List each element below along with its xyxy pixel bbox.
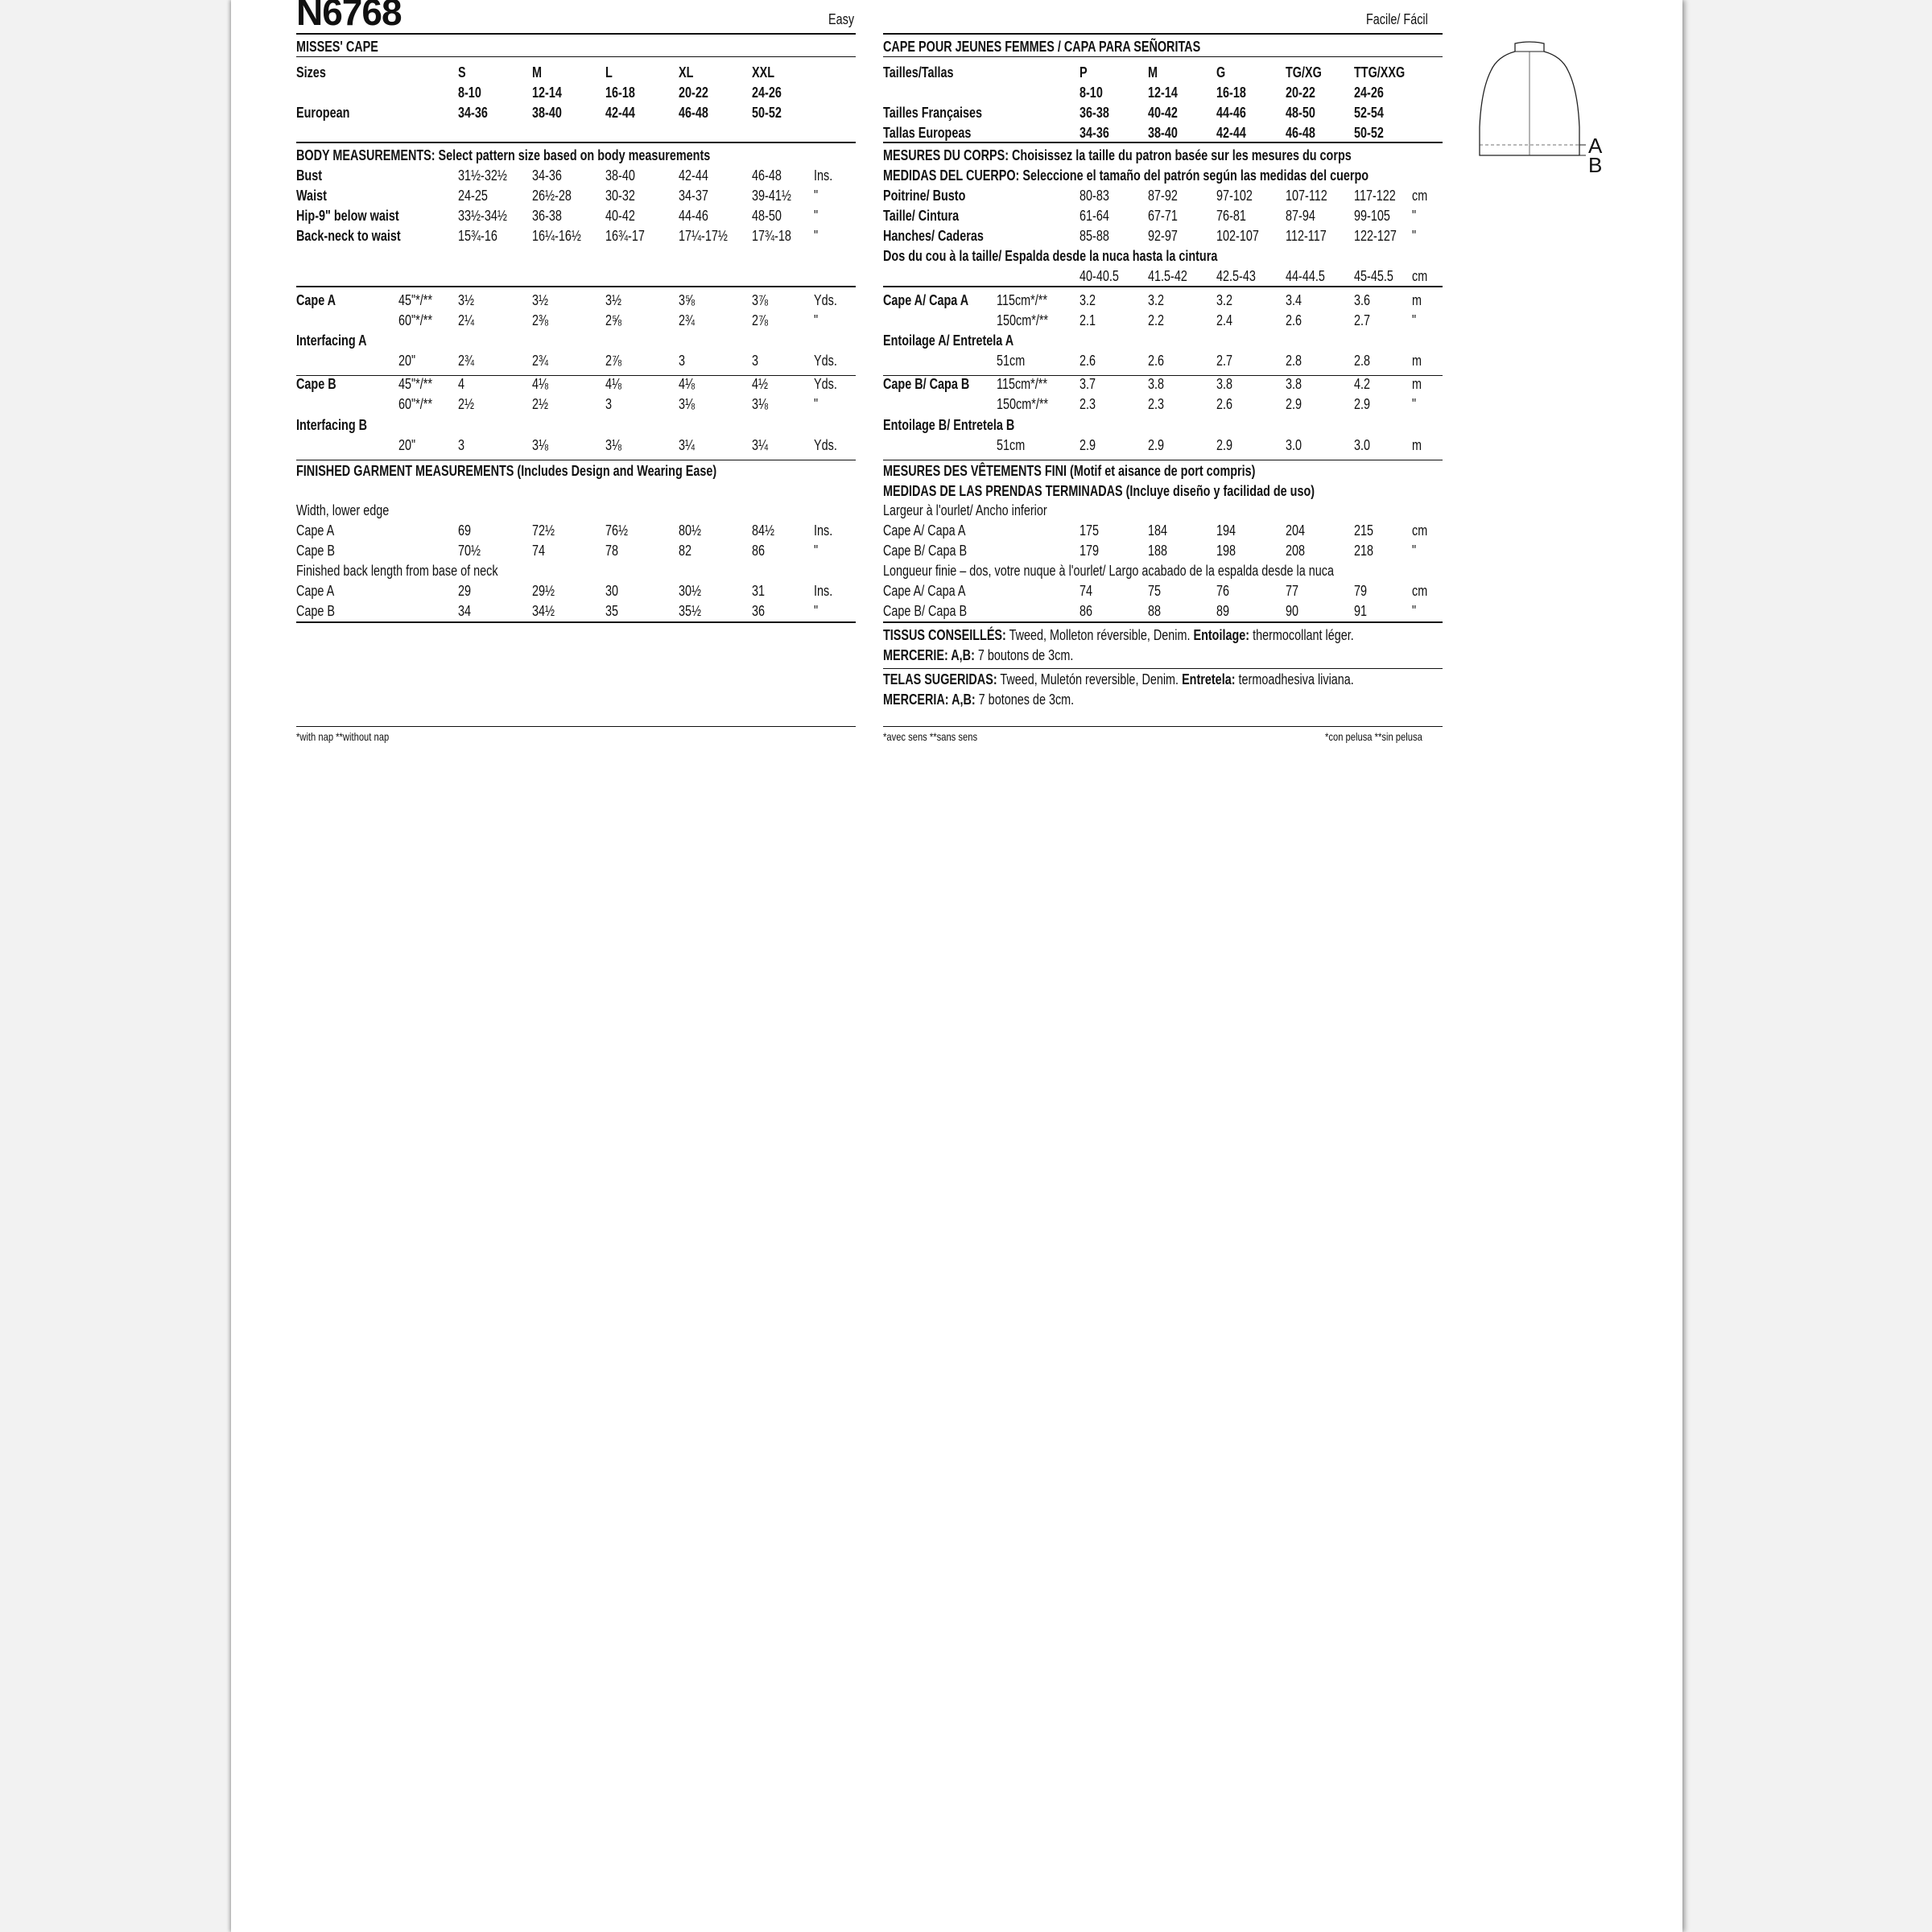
body-row-unit: " bbox=[814, 188, 819, 204]
yardage-unit: Yds. bbox=[814, 437, 837, 453]
yardage-value: 2¾ bbox=[458, 353, 475, 369]
french-size: 52-54 bbox=[1354, 105, 1384, 121]
yardage-unit: Yds. bbox=[814, 353, 837, 369]
suggested-fabrics-fr bbox=[883, 627, 1354, 643]
difficulty-level: Easy bbox=[828, 11, 855, 27]
width-row-value-fr-es: 184 bbox=[1148, 522, 1168, 539]
mercerie-text: 7 boutons de 3cm. bbox=[977, 647, 1074, 663]
yardage-value: 2⅜ bbox=[532, 312, 549, 328]
yardage-unit-fr-es: " bbox=[1412, 312, 1417, 328]
yardage-value-fr-es: 2.6 bbox=[1286, 312, 1302, 328]
yardage-value-fr-es: 2.8 bbox=[1354, 353, 1371, 369]
body-row-value: 48-50 bbox=[752, 208, 782, 224]
yardage-value: 3⅛ bbox=[532, 437, 549, 453]
body-row-value: 31½-32½ bbox=[458, 167, 507, 184]
yardage-value: 3 bbox=[605, 396, 613, 412]
body-measurements-heading: BODY MEASUREMENTS: Select pattern size based on body measurements bbox=[296, 147, 711, 163]
yardage-value: 4⅛ bbox=[679, 376, 696, 392]
yardage-value-fr-es: 3.2 bbox=[1148, 292, 1165, 308]
length-row-value: 35½ bbox=[679, 603, 702, 619]
cape-back-view-illustration bbox=[1473, 39, 1586, 175]
suggested-fabrics-es bbox=[883, 671, 1354, 687]
length-row-unit-fr-es: " bbox=[1412, 603, 1417, 619]
yardage-unit: Yds. bbox=[814, 376, 837, 392]
width-row-value-fr-es: 198 bbox=[1216, 543, 1236, 559]
european-label-es: Tallas Europeas bbox=[883, 125, 972, 141]
width-row-value-fr-es: 175 bbox=[1080, 522, 1100, 539]
yardage-value: 4½ bbox=[752, 376, 769, 392]
width-row-value: 76½ bbox=[605, 522, 629, 539]
rule-title bbox=[296, 56, 856, 57]
fabric-width: 20" bbox=[398, 437, 416, 453]
yardage-value: 3 bbox=[458, 437, 465, 453]
pattern-envelope-page bbox=[231, 0, 1682, 1932]
width-row-unit: Ins. bbox=[814, 522, 833, 539]
size-range-fr-es: 20-22 bbox=[1286, 85, 1315, 101]
size-name-fr-es: P bbox=[1080, 64, 1088, 80]
european-label: European bbox=[296, 105, 350, 121]
yardage-value-fr-es: 2.6 bbox=[1216, 396, 1233, 412]
length-row-label-fr-es: Cape A/ Capa A bbox=[883, 583, 966, 599]
european-size-es: 42-44 bbox=[1216, 125, 1246, 141]
french-size: 36-38 bbox=[1080, 105, 1109, 121]
rule-top bbox=[296, 33, 856, 35]
size-name: XXL bbox=[752, 64, 775, 80]
body-row-value-fr-es: 76-81 bbox=[1216, 208, 1246, 224]
body-row-value-fr-es: 102-107 bbox=[1216, 228, 1259, 244]
difficulty-level-fr-es: Facile/ Fácil bbox=[1366, 11, 1428, 27]
rule-title-fr bbox=[883, 56, 1443, 57]
yardage-value: 2¾ bbox=[532, 353, 549, 369]
length-row-value-fr-es: 79 bbox=[1354, 583, 1368, 599]
yardage-value: 3½ bbox=[605, 292, 622, 308]
yardage-value-fr-es: 3.8 bbox=[1148, 376, 1165, 392]
pattern-number: N6768 bbox=[296, 0, 402, 33]
french-sizes-label: Tailles Françaises bbox=[883, 105, 983, 121]
body-row-value-fr-es: 99-105 bbox=[1354, 208, 1390, 224]
rule-fabrics-es bbox=[883, 668, 1443, 669]
body-row-value-fr-es: 61-64 bbox=[1080, 208, 1109, 224]
yardage-label: Cape A bbox=[296, 292, 336, 308]
rule-fabrics bbox=[296, 621, 856, 623]
body-row-value: 24-25 bbox=[458, 188, 488, 204]
yardage-label-fr-es: Cape A/ Capa A bbox=[883, 292, 969, 308]
width-row-value: 84½ bbox=[752, 522, 775, 539]
view-label-b: B bbox=[1588, 153, 1603, 177]
back-length-label-fr-es: Longueur finie – dos, votre nuque à l'ourlet/ Largo acabado de la espalda desde la nuca bbox=[883, 563, 1334, 579]
yardage-value: 3⅛ bbox=[605, 437, 622, 453]
body-row-label: Back-neck to waist bbox=[296, 228, 401, 244]
body-row-value: 15¾-16 bbox=[458, 228, 497, 244]
rule-footnote-fr bbox=[883, 726, 1443, 727]
yardage-value-fr-es: 2.7 bbox=[1354, 312, 1371, 328]
body-row-value: 17¾-18 bbox=[752, 228, 791, 244]
body-row-value-fr-es: 80-83 bbox=[1080, 188, 1109, 204]
european-size: 34-36 bbox=[458, 105, 488, 121]
yardage-value-fr-es: 3.7 bbox=[1080, 376, 1096, 392]
fabrics-fr-label: TISSUS CONSEILLÉS: bbox=[883, 627, 1006, 643]
body-row-unit: " bbox=[814, 208, 819, 224]
fabrics-es-text: Tweed, Muletón reversible, Denim. bbox=[1000, 671, 1179, 687]
body-row-value: 30-32 bbox=[605, 188, 635, 204]
width-row-value: 86 bbox=[752, 543, 766, 559]
yardage-value-fr-es: 2.2 bbox=[1148, 312, 1165, 328]
size-name: S bbox=[458, 64, 466, 80]
width-row-value-fr-es: 204 bbox=[1286, 522, 1306, 539]
notions-es bbox=[883, 691, 1074, 708]
body-row-value: 17¼-17½ bbox=[679, 228, 728, 244]
body-row-unit: Ins. bbox=[814, 167, 833, 184]
yardage-value-fr-es: 3.0 bbox=[1286, 437, 1302, 453]
width-row-value: 74 bbox=[532, 543, 546, 559]
entretela-text: termoadhesiva liviana. bbox=[1238, 671, 1354, 687]
width-row-value: 78 bbox=[605, 543, 619, 559]
yardage-value: 2¼ bbox=[458, 312, 475, 328]
rule-top-fr bbox=[883, 33, 1443, 35]
entoilage-label: Entoilage: bbox=[1193, 627, 1250, 643]
body-row-value: 16¼-16½ bbox=[532, 228, 581, 244]
yardage-unit-fr-es: m bbox=[1412, 292, 1422, 308]
yardage-value-fr-es: 2.9 bbox=[1216, 437, 1233, 453]
length-row-label: Cape A bbox=[296, 583, 335, 599]
body-row-label-fr-es: Poitrine/ Busto bbox=[883, 188, 966, 204]
european-size: 46-48 bbox=[679, 105, 708, 121]
rule-yardage-fr bbox=[883, 286, 1443, 287]
yardage-unit: " bbox=[814, 312, 819, 328]
fabric-width: 60"*/** bbox=[398, 312, 432, 328]
body-row-value: 33½-34½ bbox=[458, 208, 507, 224]
body-row-value-fr-es: 87-92 bbox=[1148, 188, 1178, 204]
yardage-label: Interfacing A bbox=[296, 332, 367, 349]
size-range-fr-es: 8-10 bbox=[1080, 85, 1103, 101]
body-row-value-fr-es: 112-117 bbox=[1286, 228, 1327, 244]
yardage-value: 2⅞ bbox=[752, 312, 769, 328]
yardage-value: 3½ bbox=[532, 292, 549, 308]
width-row-unit-fr-es: " bbox=[1412, 543, 1417, 559]
length-row-unit: Ins. bbox=[814, 583, 833, 599]
back-neck-value-fr-es: 40-40.5 bbox=[1080, 268, 1119, 284]
length-row-unit-fr-es: cm bbox=[1412, 583, 1428, 599]
body-row-label-fr-es: Hanches/ Caderas bbox=[883, 228, 984, 244]
fabric-width: 20" bbox=[398, 353, 416, 369]
view-label-a: A bbox=[1588, 134, 1603, 158]
body-row-value: 34-37 bbox=[679, 188, 708, 204]
size-name-fr-es: TTG/XXG bbox=[1354, 64, 1406, 80]
yardage-value: 3 bbox=[752, 353, 759, 369]
yardage-value-fr-es: 2.1 bbox=[1080, 312, 1096, 328]
body-row-value-fr-es: 122-127 bbox=[1354, 228, 1397, 244]
width-row-label-fr-es: Cape A/ Capa A bbox=[883, 522, 966, 539]
yardage-value-fr-es: 3.2 bbox=[1080, 292, 1096, 308]
size-name: XL bbox=[679, 64, 694, 80]
width-row-value-fr-es: 208 bbox=[1286, 543, 1306, 559]
length-row-value: 29½ bbox=[532, 583, 555, 599]
entretela-label: Entretela: bbox=[1182, 671, 1236, 687]
body-row-value-fr-es: 87-94 bbox=[1286, 208, 1315, 224]
body-row-unit-fr-es: cm bbox=[1412, 188, 1428, 204]
yardage-value: 3⅞ bbox=[752, 292, 769, 308]
european-size-es: 34-36 bbox=[1080, 125, 1109, 141]
length-row-value: 34½ bbox=[532, 603, 555, 619]
european-size: 42-44 bbox=[605, 105, 635, 121]
width-row-value: 82 bbox=[679, 543, 692, 559]
nap-footnote-fr: *avec sens **sans sens bbox=[883, 730, 978, 743]
yardage-value-fr-es: 2.4 bbox=[1216, 312, 1233, 328]
yardage-label-fr-es: Cape B/ Capa B bbox=[883, 376, 970, 392]
length-row-value-fr-es: 86 bbox=[1080, 603, 1093, 619]
width-lower-edge-label: Width, lower edge bbox=[296, 502, 390, 518]
width-row-value-fr-es: 194 bbox=[1216, 522, 1236, 539]
entoilage-text: thermocollant léger. bbox=[1253, 627, 1354, 643]
body-row-value-fr-es: 117-122 bbox=[1354, 188, 1396, 204]
yardage-value-fr-es: 2.9 bbox=[1286, 396, 1302, 412]
yardage-value-fr-es: 2.6 bbox=[1148, 353, 1165, 369]
yardage-value-fr-es: 2.3 bbox=[1080, 396, 1096, 412]
yardage-value-fr-es: 3.0 bbox=[1354, 437, 1371, 453]
size-range: 8-10 bbox=[458, 85, 481, 101]
yardage-value-fr-es: 2.9 bbox=[1080, 437, 1096, 453]
yardage-value: 2½ bbox=[532, 396, 549, 412]
size-range: 24-26 bbox=[752, 85, 782, 101]
length-row-value-fr-es: 76 bbox=[1216, 583, 1230, 599]
french-size: 40-42 bbox=[1148, 105, 1178, 121]
length-row-label-fr-es: Cape B/ Capa B bbox=[883, 603, 968, 619]
french-size: 48-50 bbox=[1286, 105, 1315, 121]
merceria-label: MERCERIA: A,B: bbox=[883, 691, 976, 708]
body-row-unit: " bbox=[814, 228, 819, 244]
yardage-value: 3 bbox=[679, 353, 686, 369]
yardage-unit-fr-es: m bbox=[1412, 437, 1422, 453]
length-row-value-fr-es: 88 bbox=[1148, 603, 1162, 619]
length-row-unit: " bbox=[814, 603, 819, 619]
yardage-label-fr-es: Entoilage B/ Entretela B bbox=[883, 417, 1015, 433]
yardage-value: 3½ bbox=[458, 292, 475, 308]
merceria-text: 7 botones de 3cm. bbox=[978, 691, 1075, 708]
yardage-value: 2⅝ bbox=[605, 312, 622, 328]
notions-fr bbox=[883, 647, 1073, 663]
nap-footnote: *with nap **without nap bbox=[296, 730, 390, 743]
body-row-label: Hip-9" below waist bbox=[296, 208, 399, 224]
rule-fabrics-fr bbox=[883, 621, 1443, 623]
rule-body-fr bbox=[883, 142, 1443, 143]
yardage-value: 2¾ bbox=[679, 312, 696, 328]
width-lower-label-fr-es: Largeur à l'ourlet/ Ancho inferior bbox=[883, 502, 1047, 518]
length-row-value-fr-es: 89 bbox=[1216, 603, 1230, 619]
length-row-label: Cape B bbox=[296, 603, 336, 619]
width-row-value-fr-es: 215 bbox=[1354, 522, 1374, 539]
nap-footnote-es: *con pelusa **sin pelusa bbox=[1325, 730, 1422, 743]
sizes-label: Sizes bbox=[296, 64, 326, 80]
width-row-value: 69 bbox=[458, 522, 472, 539]
body-row-value: 34-36 bbox=[532, 167, 562, 184]
european-size: 38-40 bbox=[532, 105, 562, 121]
width-row-value-fr-es: 179 bbox=[1080, 543, 1100, 559]
body-row-value: 39-41½ bbox=[752, 188, 791, 204]
garment-title-fr-es: CAPE POUR JEUNES FEMMES / CAPA PARA SEÑORITAS bbox=[883, 39, 1201, 55]
back-neck-value-fr-es: 41.5-42 bbox=[1148, 268, 1187, 284]
length-row-value: 34 bbox=[458, 603, 472, 619]
width-row-value-fr-es: 218 bbox=[1354, 543, 1374, 559]
yardage-value: 4 bbox=[458, 376, 465, 392]
yardage-unit: Yds. bbox=[814, 292, 837, 308]
finished-heading-es: MEDIDAS DE LAS PRENDAS TERMINADAS (Incluye diseño y facilidad de uso) bbox=[883, 483, 1315, 499]
yardage-value-fr-es: 3.8 bbox=[1286, 376, 1302, 392]
size-name-fr-es: TG/XG bbox=[1286, 64, 1322, 80]
body-row-label-fr-es: Taille/ Cintura bbox=[883, 208, 960, 224]
yardage-value-fr-es: 2.9 bbox=[1148, 437, 1165, 453]
body-row-value: 16¾-17 bbox=[605, 228, 645, 244]
european-size-es: 38-40 bbox=[1148, 125, 1178, 141]
back-length-label: Finished back length from base of neck bbox=[296, 563, 498, 579]
body-row-unit-fr-es: " bbox=[1412, 228, 1417, 244]
yardage-unit-fr-es: m bbox=[1412, 353, 1422, 369]
fabrics-fr-text: Tweed, Molleton réversible, Denim. bbox=[1009, 627, 1191, 643]
size-name: L bbox=[605, 64, 613, 80]
body-row-value-fr-es: 67-71 bbox=[1148, 208, 1178, 224]
back-neck-value-fr-es: 45-45.5 bbox=[1354, 268, 1393, 284]
fabric-width-fr-es: 115cm*/** bbox=[997, 376, 1047, 392]
width-row-label: Cape A bbox=[296, 522, 335, 539]
length-row-value: 29 bbox=[458, 583, 472, 599]
width-row-value: 70½ bbox=[458, 543, 481, 559]
size-range-fr-es: 16-18 bbox=[1216, 85, 1246, 101]
fabric-width: 45"*/** bbox=[398, 376, 432, 392]
length-row-value: 30 bbox=[605, 583, 619, 599]
back-neck-value-fr-es: 42.5-43 bbox=[1216, 268, 1256, 284]
length-row-value-fr-es: 91 bbox=[1354, 603, 1368, 619]
length-row-value-fr-es: 74 bbox=[1080, 583, 1093, 599]
yardage-value: 4⅛ bbox=[605, 376, 622, 392]
body-heading-fr: MESURES DU CORPS: Choisissez la taille du patron basée sur les mesures du corps bbox=[883, 147, 1352, 163]
yardage-value: 4⅛ bbox=[532, 376, 549, 392]
yardage-value-fr-es: 3.6 bbox=[1354, 292, 1371, 308]
european-size-es: 46-48 bbox=[1286, 125, 1315, 141]
yardage-value: 3⅛ bbox=[752, 396, 769, 412]
yardage-value-fr-es: 3.2 bbox=[1216, 292, 1233, 308]
rule-yardage-block bbox=[296, 375, 856, 376]
rule-body bbox=[296, 142, 856, 143]
back-neck-label-fr-es: Dos du cou à la taille/ Espalda desde la nuca hasta la cintura bbox=[883, 248, 1218, 264]
back-neck-value-fr-es: 44-44.5 bbox=[1286, 268, 1325, 284]
european-size: 50-52 bbox=[752, 105, 782, 121]
mercerie-label: MERCERIE: A,B: bbox=[883, 647, 975, 663]
european-size-es: 50-52 bbox=[1354, 125, 1384, 141]
width-row-value: 80½ bbox=[679, 522, 702, 539]
yardage-label: Interfacing B bbox=[296, 417, 368, 433]
yardage-value: 3¼ bbox=[679, 437, 696, 453]
width-row-label-fr-es: Cape B/ Capa B bbox=[883, 543, 968, 559]
length-row-value-fr-es: 90 bbox=[1286, 603, 1299, 619]
yardage-unit: " bbox=[814, 396, 819, 412]
body-row-value: 40-42 bbox=[605, 208, 635, 224]
length-row-value: 31 bbox=[752, 583, 766, 599]
yardage-label: Cape B bbox=[296, 376, 336, 392]
body-row-value: 46-48 bbox=[752, 167, 782, 184]
yardage-unit-fr-es: m bbox=[1412, 376, 1422, 392]
yardage-value: 2½ bbox=[458, 396, 475, 412]
finished-heading-fr: MESURES DES VÊTEMENTS FINI (Motif et aisance de port compris) bbox=[883, 463, 1256, 479]
width-row-unit-fr-es: cm bbox=[1412, 522, 1428, 539]
fabric-width-fr-es: 150cm*/** bbox=[997, 396, 1049, 412]
fabric-width-fr-es: 115cm*/** bbox=[997, 292, 1047, 308]
yardage-value-fr-es: 2.3 bbox=[1148, 396, 1165, 412]
body-row-value: 42-44 bbox=[679, 167, 708, 184]
fabric-width-fr-es: 150cm*/** bbox=[997, 312, 1049, 328]
french-size: 44-46 bbox=[1216, 105, 1246, 121]
length-row-value: 36 bbox=[752, 603, 766, 619]
width-row-unit: " bbox=[814, 543, 819, 559]
yardage-value-fr-es: 2.7 bbox=[1216, 353, 1233, 369]
rule-footnote bbox=[296, 726, 856, 727]
body-row-value: 26½-28 bbox=[532, 188, 572, 204]
size-range-fr-es: 24-26 bbox=[1354, 85, 1384, 101]
yardage-value-fr-es: 3.4 bbox=[1286, 292, 1302, 308]
size-range: 16-18 bbox=[605, 85, 635, 101]
sizes-label-fr-es: Tailles/Tallas bbox=[883, 64, 954, 80]
body-heading-es: MEDIDAS DEL CUERPO: Seleccione el tamaño del patrón según las medidas del cuerpo bbox=[883, 167, 1369, 184]
body-row-value-fr-es: 97-102 bbox=[1216, 188, 1253, 204]
length-row-value: 30½ bbox=[679, 583, 702, 599]
fabric-width-fr-es: 51cm bbox=[997, 437, 1026, 453]
yardage-value-fr-es: 2.9 bbox=[1354, 396, 1371, 412]
length-row-value: 35 bbox=[605, 603, 619, 619]
yardage-value-fr-es: 4.2 bbox=[1354, 376, 1371, 392]
yardage-unit-fr-es: " bbox=[1412, 396, 1417, 412]
length-row-value-fr-es: 75 bbox=[1148, 583, 1162, 599]
body-row-value: 36-38 bbox=[532, 208, 562, 224]
size-name-fr-es: M bbox=[1148, 64, 1158, 80]
width-row-value: 72½ bbox=[532, 522, 555, 539]
fabric-width: 45"*/** bbox=[398, 292, 432, 308]
rule-yardage bbox=[296, 286, 856, 287]
yardage-value: 3¼ bbox=[752, 437, 769, 453]
body-row-unit-fr-es: " bbox=[1412, 208, 1417, 224]
yardage-value-fr-es: 3.8 bbox=[1216, 376, 1233, 392]
body-row-value: 38-40 bbox=[605, 167, 635, 184]
yardage-value-fr-es: 2.6 bbox=[1080, 353, 1096, 369]
size-range: 20-22 bbox=[679, 85, 708, 101]
size-range: 12-14 bbox=[532, 85, 562, 101]
body-row-value: 44-46 bbox=[679, 208, 708, 224]
fabric-width: 60"*/** bbox=[398, 396, 432, 412]
body-row-value-fr-es: 92-97 bbox=[1148, 228, 1178, 244]
body-row-value-fr-es: 85-88 bbox=[1080, 228, 1109, 244]
body-row-value-fr-es: 107-112 bbox=[1286, 188, 1327, 204]
finished-measurements-heading: FINISHED GARMENT MEASUREMENTS (Includes Design and Wearing Ease) bbox=[296, 463, 717, 479]
size-name: M bbox=[532, 64, 542, 80]
garment-title: MISSES' CAPE bbox=[296, 39, 378, 55]
yardage-value-fr-es: 2.8 bbox=[1286, 353, 1302, 369]
fabric-width-fr-es: 51cm bbox=[997, 353, 1026, 369]
length-row-value-fr-es: 77 bbox=[1286, 583, 1299, 599]
size-range-fr-es: 12-14 bbox=[1148, 85, 1178, 101]
yardage-value: 3⅛ bbox=[679, 396, 696, 412]
body-row-label: Bust bbox=[296, 167, 322, 184]
size-name-fr-es: G bbox=[1216, 64, 1226, 80]
width-row-value-fr-es: 188 bbox=[1148, 543, 1168, 559]
yardage-value: 2⅞ bbox=[605, 353, 622, 369]
yardage-value: 3⅝ bbox=[679, 292, 696, 308]
back-neck-unit-fr-es: cm bbox=[1412, 268, 1428, 284]
width-row-label: Cape B bbox=[296, 543, 336, 559]
yardage-label-fr-es: Entoilage A/ Entretela A bbox=[883, 332, 1014, 349]
body-row-label: Waist bbox=[296, 188, 327, 204]
fabrics-es-label: TELAS SUGERIDAS: bbox=[883, 671, 997, 687]
